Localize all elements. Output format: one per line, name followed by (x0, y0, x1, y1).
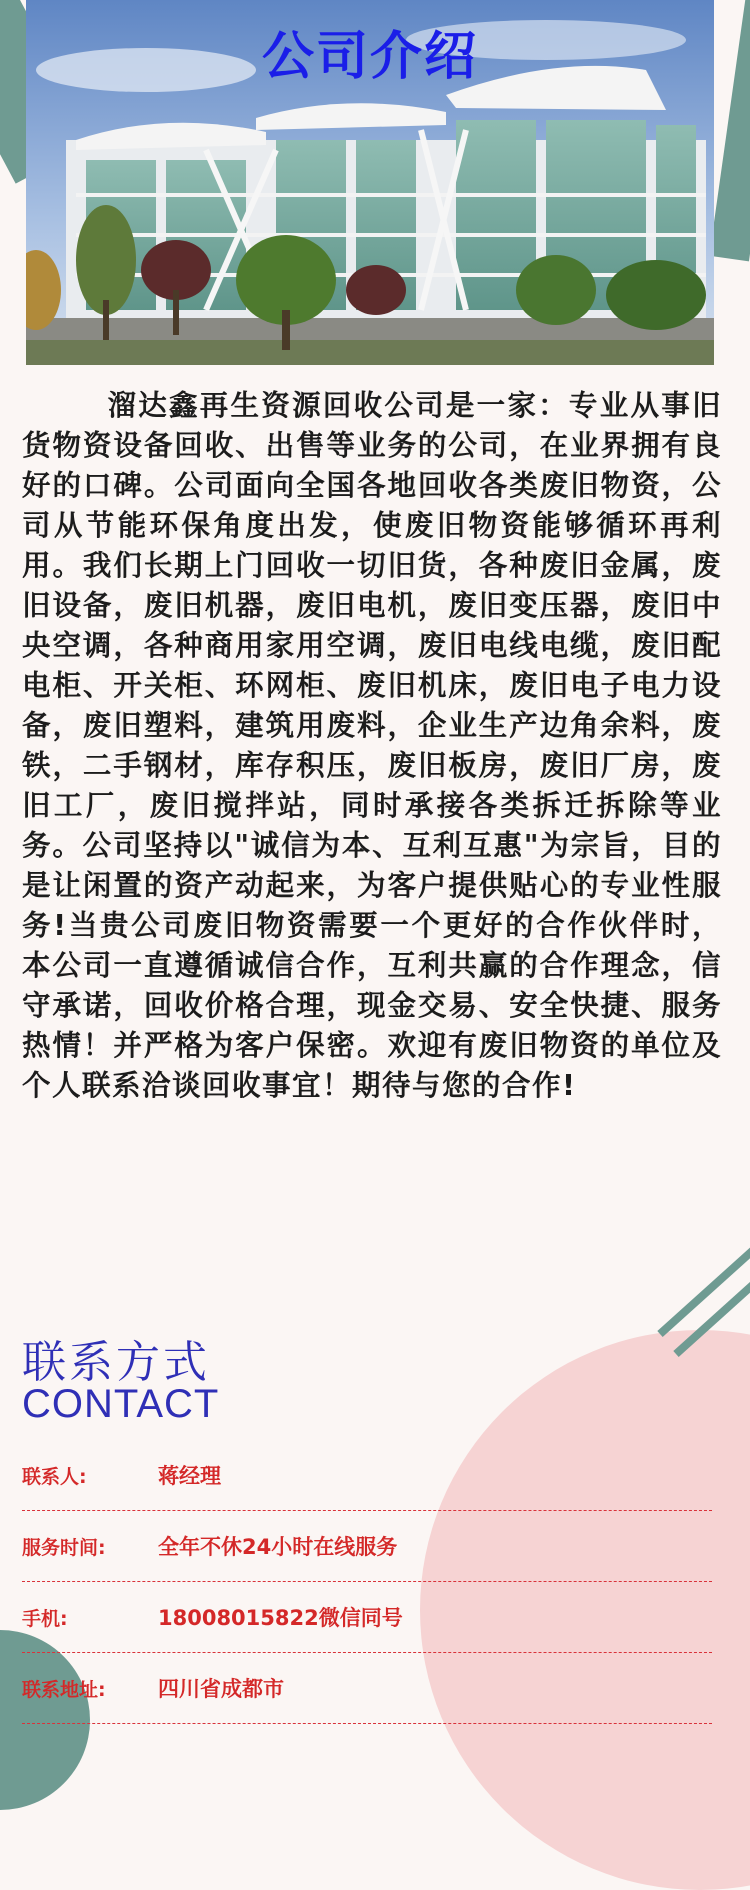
contact-label: 手机: (22, 1607, 68, 1630)
address-value: 四川省成都市 (158, 1677, 284, 1701)
contact-label: 联系人: (22, 1465, 87, 1488)
company-intro-paragraph: 溜达鑫再生资源回收公司是一家：专业从事旧货物资设备回收、出售等业务的公司，在业界拥有良好的口碑。公司面向全国各地回收各类废旧物资，公司从节能环保角度出发，使废旧物资能够循环再利用。我们长期上门回收一切旧货，各种废旧金属，废旧设备，废旧机器，废旧电机，废旧变压器，废旧中央空调，各种商用家用空调，废旧电线电缆，废旧配电柜、开关柜、环网柜、废旧机床，废旧电子电力设备，废旧塑料，建筑用废料，企业生产边角余料，废铁，二手钢材，库存积压，废旧板房，废旧厂房，废旧工厂，废旧搅拌站，同时承接各类拆迁拆除等业务。公司坚持以"诚信为本、互利互惠"为宗旨，目的是让闲置的资产动起来，为客户提供贴心的专业性服务!当贵公司废旧物资需要一个更好的合作伙伴时，本公司一直遵循诚信合作，互利共赢的合作理念，信守承诺，回收价格合理，现金交易、安全快捷、服务热情！并严格为客户保密。欢迎有废旧物资的单位及个人联系洽谈回收事宜！期待与您的合作! (22, 389, 722, 1102)
contact-row-hours (22, 1511, 712, 1582)
service-hours-value: 全年不休24小时在线服务 (158, 1535, 398, 1559)
page-title: 公司介绍 (261, 27, 478, 87)
phone-value[interactable]: 18008015822微信同号 (158, 1606, 403, 1630)
contact-list (22, 1440, 712, 1724)
contact-person-value: 蒋经理 (158, 1464, 221, 1488)
contact-row-address (22, 1653, 712, 1724)
contact-label: 服务时间: (22, 1536, 106, 1559)
decor-stripe (657, 1231, 750, 1337)
decor-teal-band-right (709, 0, 750, 261)
contact-row-phone (22, 1582, 712, 1653)
contact-row-person (22, 1440, 712, 1511)
contact-section-title: 联系方式 (22, 1337, 210, 1388)
contact-label: 联系地址: (22, 1678, 106, 1701)
contact-section-subtitle: CONTACT (22, 1382, 220, 1426)
company-building-image (26, 0, 714, 365)
